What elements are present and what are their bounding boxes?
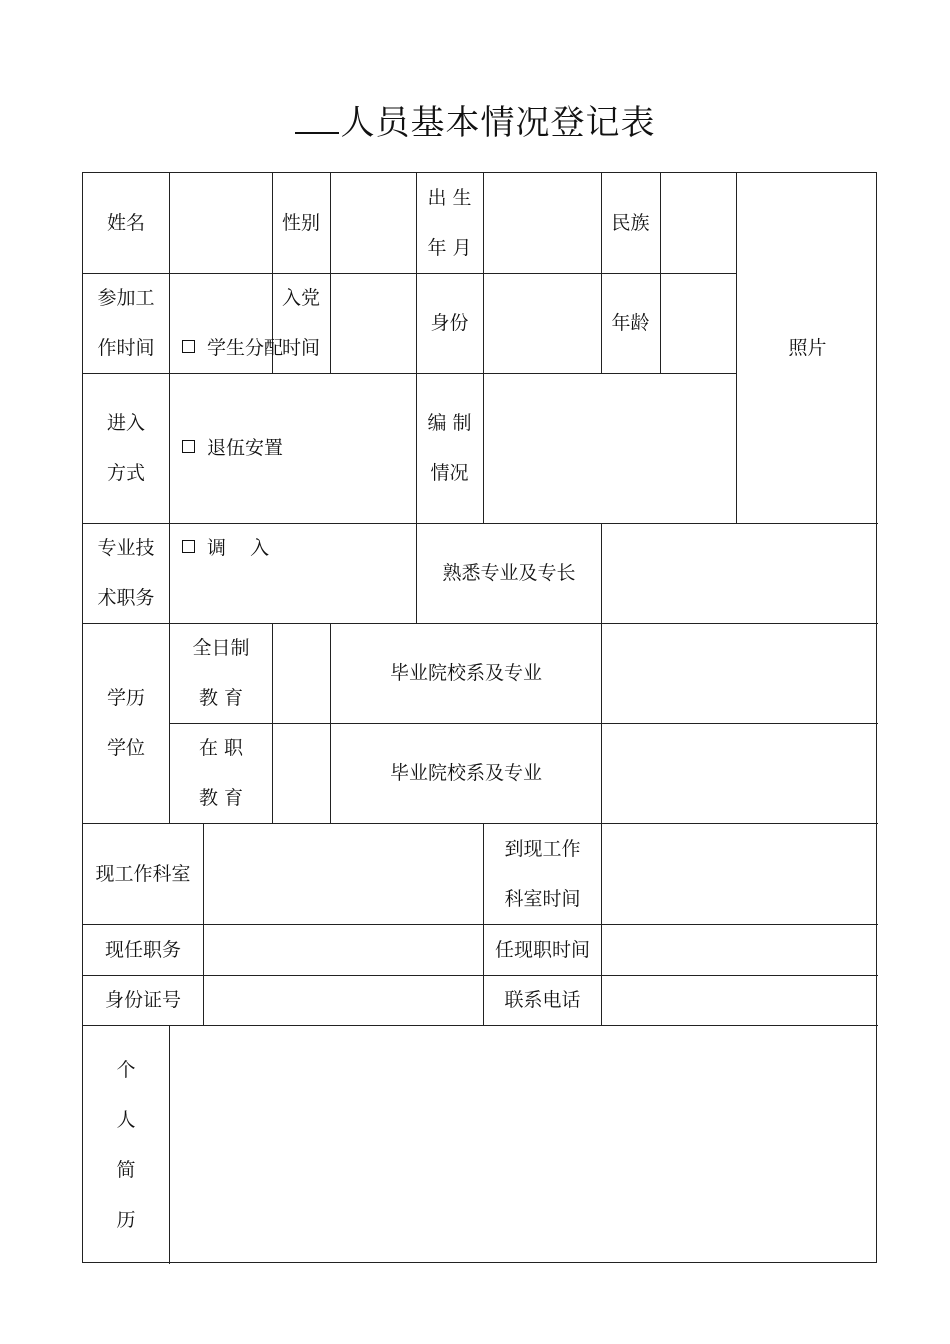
label-tech-title: 专业技 术职务 (97, 537, 155, 609)
entry-option-2[interactable]: 退伍安置 (182, 423, 283, 473)
input-inservice-edu[interactable] (273, 723, 330, 823)
input-name[interactable] (170, 173, 272, 273)
entry-options (170, 337, 416, 559)
label-fulltime-edu: 全日制 教 育 (192, 637, 250, 709)
label-resume: 个 人 简 历 (116, 1058, 136, 1231)
input-post-time[interactable] (602, 924, 878, 975)
input-age[interactable] (661, 273, 736, 373)
input-school-major-1[interactable] (602, 623, 878, 723)
label-post-time: 任现职时间 (494, 938, 590, 961)
label-expertise: 熟悉专业及专长 (442, 562, 576, 584)
entry-option-1[interactable]: 学生分配 (182, 323, 283, 373)
label-school-major-2: 毕业院校系及专业 (389, 762, 542, 784)
title-blank-line[interactable] (295, 98, 339, 134)
input-school-major-2[interactable] (602, 723, 878, 823)
label-work-start: 参加工 作时间 (97, 287, 155, 359)
label-dept-time: 到现工作 科室时间 (504, 837, 581, 910)
input-resume[interactable] (170, 1026, 878, 1264)
input-tech-title[interactable] (170, 523, 416, 623)
label-inservice-edu: 在 职 教 育 (198, 737, 244, 809)
label-phone: 联系电话 (504, 989, 581, 1011)
label-entry-method: 进入 方式 (106, 412, 145, 484)
label-birth: 出 生 年 月 (427, 187, 472, 259)
input-expertise[interactable] (602, 523, 878, 623)
label-age: 年龄 (611, 312, 650, 334)
label-school-major-1: 毕业院校系及专业 (389, 662, 542, 684)
input-party-join[interactable] (331, 273, 416, 373)
input-gender[interactable] (331, 173, 416, 273)
label-current-dept: 现工作科室 (95, 862, 191, 885)
input-dept-time[interactable] (602, 823, 878, 924)
label-ethnicity: 民族 (611, 212, 650, 234)
title-text: 人员基本情况登记表 (340, 103, 656, 143)
label-current-post: 现任职务 (104, 938, 181, 961)
entry-option-3[interactable]: 调 入 (182, 523, 283, 573)
input-birth[interactable] (484, 173, 601, 273)
checkbox-icon[interactable] (182, 440, 195, 453)
input-current-dept[interactable] (204, 823, 483, 924)
label-identity: 身份 (430, 312, 469, 334)
label-id-number: 身份证号 (104, 989, 181, 1011)
input-fulltime-edu[interactable] (273, 623, 330, 723)
label-gender: 性别 (281, 212, 320, 234)
input-identity[interactable] (484, 273, 601, 373)
input-staffing[interactable] (484, 373, 736, 523)
input-id-number[interactable] (204, 975, 483, 1025)
input-phone[interactable] (602, 975, 878, 1025)
label-party-join: 入党 时间 (281, 287, 320, 359)
label-name: 姓名 (106, 212, 145, 234)
registration-form-table (82, 172, 877, 1263)
input-current-post[interactable] (204, 924, 483, 975)
input-ethnicity[interactable] (661, 173, 736, 273)
checkbox-icon[interactable] (182, 340, 195, 353)
label-education-degree: 学历 学位 (106, 687, 145, 759)
label-staffing: 编 制 情况 (427, 412, 472, 484)
photo-box[interactable]: 照片 (788, 337, 827, 359)
page-title (0, 98, 950, 148)
